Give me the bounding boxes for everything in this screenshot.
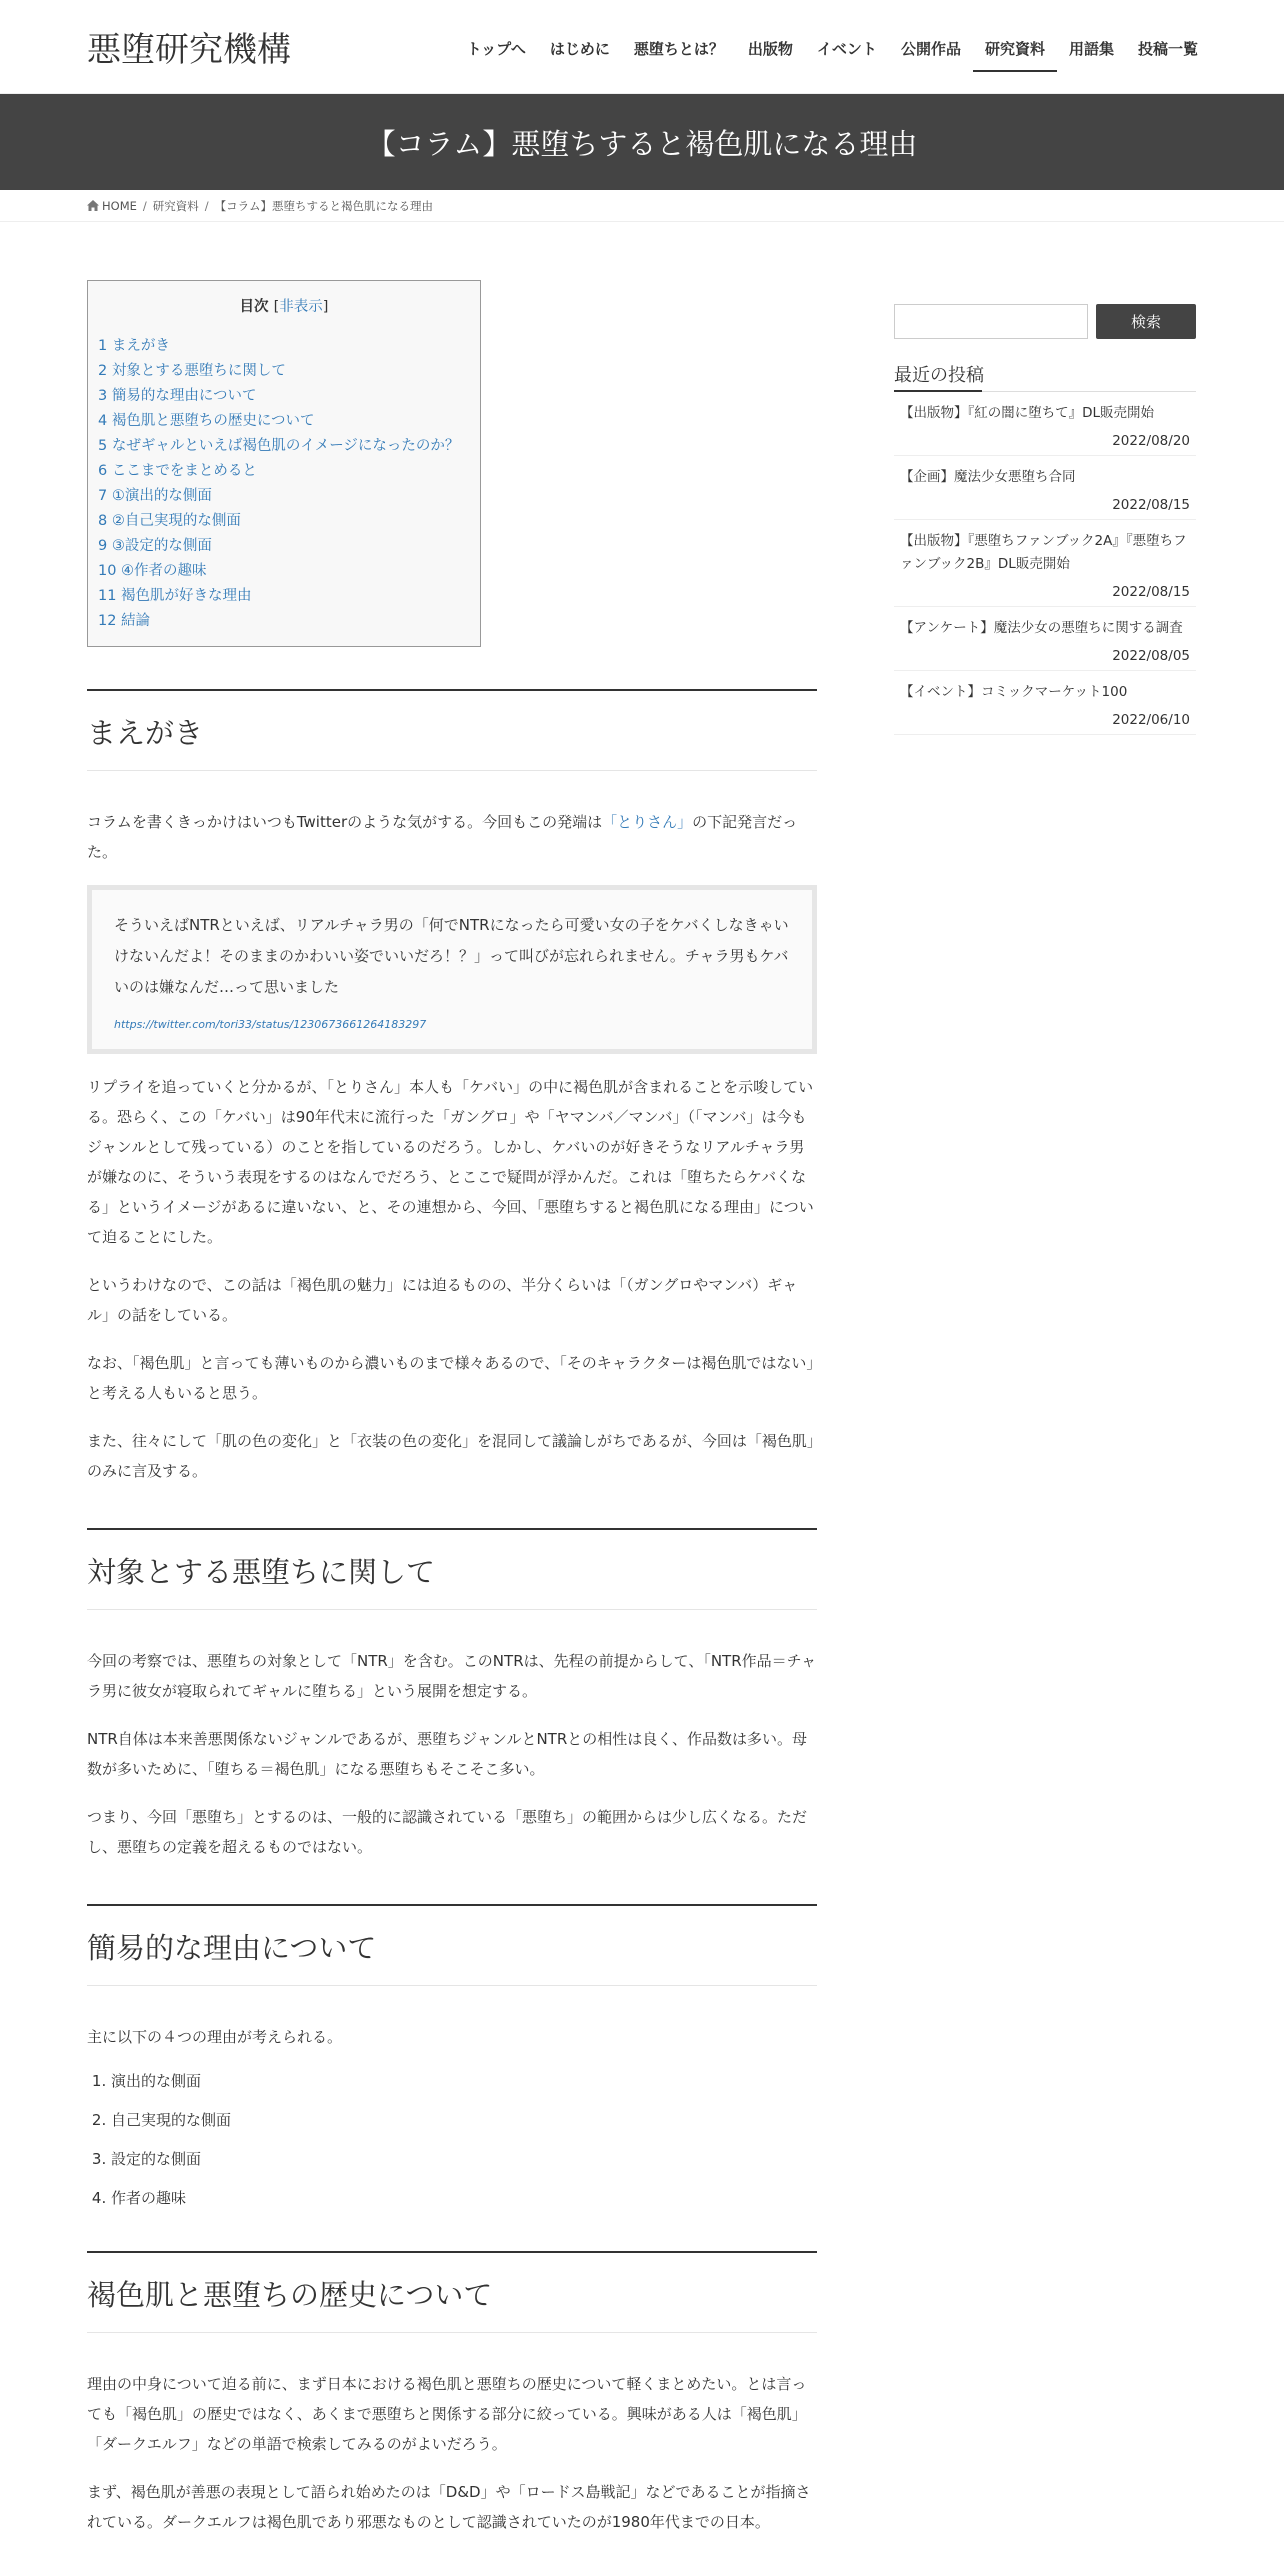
sidebar [894,304,1196,735]
search-input[interactable] [894,304,1088,339]
post-title[interactable]: 【イベント】コミックマーケット100 [900,684,1128,700]
nav-item-glossary[interactable]: 用語集 [1068,40,1114,58]
recent-post-item[interactable] [894,392,1196,456]
nav-item-top[interactable]: トップへ [466,40,526,58]
recent-post-item[interactable] [894,607,1196,671]
post-date: 2022/08/15 [1112,584,1190,600]
recent-post-item[interactable] [894,456,1196,520]
site-title[interactable]: 悪堕研究機構 [87,30,291,70]
section-heading: 対象とする悪堕ちに関して [87,1528,817,1610]
toc-item[interactable]: 6 ここまでをまとめると [98,463,257,479]
breadcrumb [0,190,1284,222]
nav-item-events[interactable]: イベント [816,40,877,58]
toc-item[interactable]: 12 結論 [98,613,151,629]
toc-toggle: [非表示] [273,299,329,315]
main-content [87,280,817,2555]
tori-san-link[interactable]: 「とりさん」 [602,813,693,831]
toc-item[interactable]: 8 ②自己実現的な側面 [98,513,241,529]
post-date: 2022/06/10 [1112,712,1190,728]
nav-item-research[interactable]: 研究資料 [985,0,1045,72]
reasons-list [111,2070,817,2209]
post-title[interactable]: 【企画】魔法少女悪堕ち合同 [900,469,1076,485]
paragraph: つまり、今回「悪堕ち」とするのは、一般的に認識されている「悪堕ち」の範囲からは少し広くなる。ただし、悪堕ちの定義を超えるものではない。 [87,1808,808,1856]
paragraph: コラムを書くきっかけはいつもTwitterのような気がする。今回もこの発端は「とりさん」の下記発言だった。 [87,813,798,861]
blockquote [87,885,817,1054]
paragraph: リプライを追っていくと分かるが、「とりさん」本人も「ケバい」の中に褐色肌が含まれることを示唆している。恐らく、この「ケバい」は90年代末に流行った「ガングロ」や「ヤマンバ／マンバ」（「マンバ」は今もジャンルとして残っている）のことを指しているのだろう。しかし、ケバいのが好きそうなリアルチャラ男が嫌なのに、そういう表現をするのはなんでだろう、とここで疑問が浮かんだ。これは「堕ちたらケバくなる」というイメージがあるに違いない、と、その連想から、今回、「悪堕ちすると褐色肌になる理由」について迫ることにした。 [87,1078,814,1246]
nav-item-intro[interactable]: はじめに [549,40,610,58]
paragraph: というわけなので、この話は「褐色肌の魅力」には迫るものの、半分くらいは「（ガングロやマンバ）ギャル」の話をしている。 [87,1276,798,1324]
post-title[interactable]: 【出版物】『紅の闇に堕ちて』DL販売開始 [900,405,1155,421]
paragraph: なお、「褐色肌」と言っても薄いものから濃いものまで様々あるので、「そのキャラクターは褐色肌ではない」と考える人もいると思う。 [87,1354,814,1402]
breadcrumb-category[interactable]: 研究資料 [152,198,199,213]
paragraph: 主に以下の４つの理由が考えられる。 [87,2028,343,2046]
section-heading: 褐色肌と悪堕ちの歴史について [87,2251,817,2333]
list-item: 4. 作者の趣味 [111,2187,817,2209]
toc-item[interactable]: 1 まえがき [98,338,170,354]
section-heading: 簡易的な理由について [87,1904,817,1986]
page-header [0,94,1284,190]
site-header [0,0,1284,94]
paragraph: NTR自体は本来善悪関係ないジャンルであるが、悪堕ちジャンルとNTRとの相性は良く、作品数は多い。母数が多いために、「堕ちる＝褐色肌」になる悪堕ちもそこそこ多い。 [87,1730,807,1778]
global-nav [443,0,1198,94]
list-item: 1. 演出的な側面 [111,2070,817,2092]
toc-item[interactable]: 9 ③設定的な側面 [98,538,212,554]
recent-post-item[interactable] [894,671,1196,735]
nav-item-about[interactable]: 悪堕ちとは？ [633,40,724,58]
toc-toggle-link[interactable]: 非表示 [279,299,323,315]
list-item: 2. 自己実現的な側面 [111,2109,817,2131]
nav-item-posts[interactable]: 投稿一覧 [1137,40,1198,58]
post-date: 2022/08/20 [1112,433,1190,449]
paragraph: また、往々にして「肌の色の変化」と「衣装の色の変化」を混同して議論しがちであるが、今回は「褐色肌」のみに言及する。 [87,1432,815,1480]
toc-item[interactable]: 7 ①演出的な側面 [98,488,212,504]
page-title: 【コラム】悪堕ちすると褐色肌になる理由 [366,126,918,161]
nav-item-publications[interactable]: 出版物 [747,40,793,58]
recent-post-item[interactable] [894,520,1196,607]
recent-posts-title: 最近の投稿 [894,361,1196,392]
toc-item[interactable]: 5 なぜギャルといえば褐色肌のイメージになったのか？ [98,438,460,454]
paragraph: 理由の中身について迫る前に、まず日本における褐色肌と悪堕ちの歴史について軽くまとめたい。とは言っても「褐色肌」の歴史ではなく、あくまで悪堕ちと関係する部分に絞っている。興味がある人は「褐色肌」「ダークエルフ」などの単語で検索してみるのがよいだろう。 [87,2375,807,2453]
toc-item[interactable]: 4 褐色肌と悪堕ちの歴史について [98,413,315,429]
breadcrumb-current: 【コラム】悪堕ちすると褐色肌になる理由 [214,198,434,213]
quote-text: そういえばNTRといえば、リアルチャラ男の「何でNTRになったら可愛い女の子をケバくしなきゃいけないんだよ！そのままのかわいい姿でいいだろ！？」って叫びが忘れられません。チャラ男もケバいのは嫌なんだ…って思いました [114,916,789,996]
toc-title [98,295,470,316]
toc-item[interactable]: 11 褐色肌が好きな理由 [98,588,252,604]
post-date: 2022/08/15 [1112,497,1190,513]
toc-item[interactable]: 2 対象とする悪堕ちに関して [98,363,286,379]
table-of-contents [87,280,481,647]
post-date: 2022/08/05 [1112,648,1190,664]
paragraph: 今回の考察では、悪堕ちの対象として「NTR」を含む。このNTRは、先程の前提からして、「NTR作品＝チャラ男に彼女が寝取られてギャルに堕ちる」という展開を想定する。 [87,1652,817,1700]
toc-heading: 目次 [239,299,269,315]
breadcrumb-separator: / [142,198,147,213]
toc-item[interactable]: 10 ④作者の趣味 [98,563,207,579]
list-item: 3. 設定的な側面 [111,2148,817,2170]
search-button[interactable]: 検索 [1096,304,1196,339]
breadcrumb-separator: / [204,198,209,213]
search-form [894,304,1196,339]
quote-source-link[interactable]: https://twitter.com/tori33/status/1230673661264183297 [114,1018,427,1031]
post-title[interactable]: 【アンケート】魔法少女の悪堕ちに関する調査 [900,620,1183,636]
section-heading: まえがき [87,689,817,771]
post-title[interactable]: 【出版物】『悪堕ちファンブック2A』『悪堕ちファンブック2B』DL販売開始 [900,533,1187,572]
paragraph: まず、褐色肌が善悪の表現として語られ始めたのは「D&D」や「ロードス島戦記」などであることが指摘されている。ダークエルフは褐色肌であり邪悪なものとして認識されていたのが1980年代までの日本。 [87,2483,811,2531]
home-icon [87,200,99,211]
breadcrumb-home[interactable]: HOME [102,198,137,213]
nav-item-works[interactable]: 公開作品 [900,40,961,58]
toc-item[interactable]: 3 簡易的な理由について [98,388,257,404]
